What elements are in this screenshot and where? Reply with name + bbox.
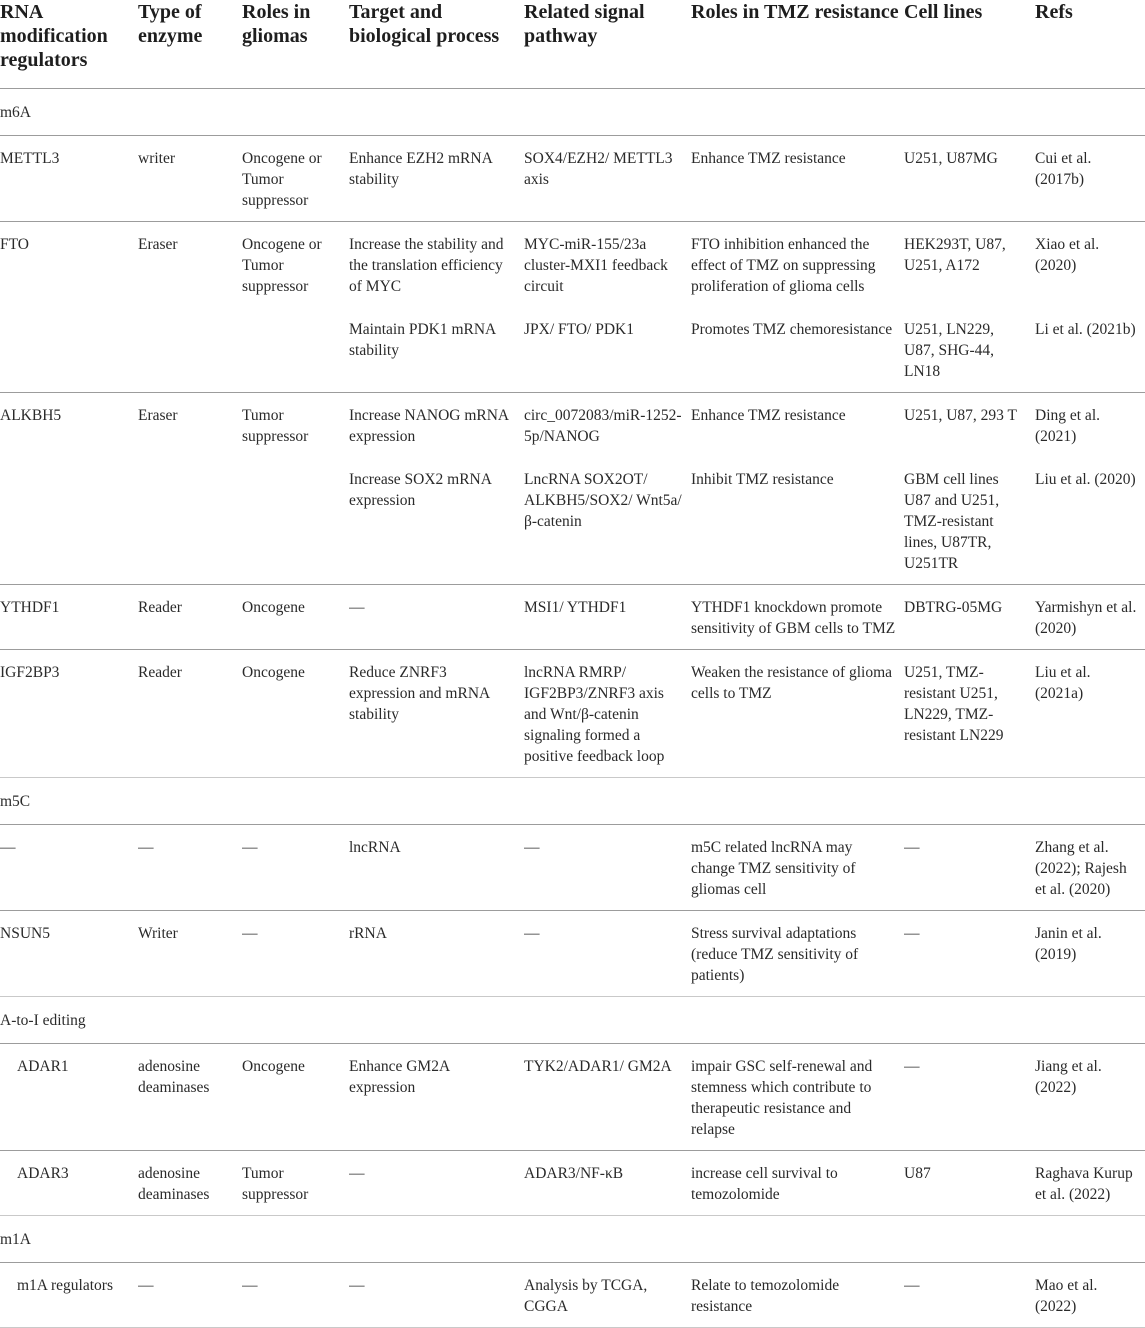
cell-tmz-role: m5C related lncRNA may change TMZ sensitivity of gliomas cell <box>691 825 904 911</box>
table-row <box>0 222 1145 308</box>
section-row <box>0 89 1145 136</box>
cell-tmz-role: YTHDF1 knockdown promote sensitivity of GBM cells to TMZ <box>691 585 904 650</box>
cell-enzyme-type: — <box>138 1263 242 1328</box>
cell-target-process: Increase the stability and the translation efficiency of MYC <box>349 236 504 295</box>
cell-tmz-role: Stress survival adaptations (reduce TMZ sensitivity of patients) <box>691 911 904 997</box>
cell-enzyme-type: Writer <box>138 911 242 997</box>
cell-regulator: FTO <box>0 236 30 253</box>
cell-regulator: ADAR3 <box>0 1151 138 1216</box>
table-row <box>0 650 1145 778</box>
cell-enzyme-type: adenosine deaminases <box>138 1151 242 1216</box>
cell-signal-pathway: ADAR3/NF-κB <box>524 1151 691 1216</box>
cell-ref: Liu et al. (2020) <box>1035 457 1145 585</box>
cell-role-in-gliomas <box>242 457 349 585</box>
cell-regulator <box>0 307 138 393</box>
header-enzyme-type: Type of enzyme <box>138 0 242 89</box>
cell-tmz-role: Inhibit TMZ resistance <box>691 457 904 585</box>
cell-ref: Ding et al. (2021) <box>1035 407 1100 445</box>
cell-ref: Raghava Kurup et al. (2022) <box>1035 1151 1145 1216</box>
cell-target-process: rRNA <box>349 911 524 997</box>
header-roles-in-gliomas: Roles in gliomas <box>242 0 349 89</box>
cell-tmz-role: increase cell survival to temozolomide <box>691 1151 904 1216</box>
cell-ref: Zhang et al. (2022); Rajesh et al. (2020) <box>1035 825 1145 911</box>
table-row <box>0 1044 1145 1151</box>
cell-regulator: IGF2BP3 <box>0 650 138 778</box>
cell-regulator: ADAR1 <box>0 1044 138 1151</box>
cell-target-process: Enhance EZH2 mRNA stability <box>349 136 524 222</box>
header-signal-pathway: Related signal pathway <box>524 0 691 89</box>
cell-cell-lines: DBTRG-05MG <box>904 585 1035 650</box>
table-body <box>0 89 1145 1328</box>
cell-cell-lines: — <box>904 911 1035 997</box>
table-row <box>0 307 1145 393</box>
cell-enzyme-type: writer <box>138 136 242 222</box>
table-row <box>0 825 1145 911</box>
cell-regulator <box>0 457 138 585</box>
cell-role-in-gliomas: — <box>242 825 349 911</box>
cell-role-in-gliomas: — <box>242 911 349 997</box>
header-regulators: RNA modification regulators <box>0 0 138 89</box>
header-target-process: Target and biological process <box>349 0 524 89</box>
cell-cell-lines: — <box>904 1044 1035 1151</box>
cell-cell-lines: HEK293T, U87, U251, A172 <box>904 236 1006 274</box>
table-row <box>0 136 1145 222</box>
cell-signal-pathway: Analysis by TCGA, CGGA <box>524 1263 691 1328</box>
cell-ref: Li et al. (2021b) <box>1035 307 1145 393</box>
cell-signal-pathway: MYC-miR-155/23a cluster-MXI1 feedback circuit <box>524 236 668 295</box>
cell-regulator: — <box>0 825 138 911</box>
cell-regulator: YTHDF1 <box>0 585 138 650</box>
cell-role-in-gliomas: Tumor suppressor <box>242 1151 349 1216</box>
cell-ref: Yarmishyn et al. (2020) <box>1035 585 1145 650</box>
table-header <box>0 0 1145 89</box>
table-row <box>0 1151 1145 1216</box>
header-tmz-roles: Roles in TMZ resistance <box>691 0 904 89</box>
cell-cell-lines: — <box>904 1263 1035 1328</box>
cell-tmz-role: impair GSC self-renewal and stemness which contribute to therapeutic resistance and relapse <box>691 1044 904 1151</box>
cell-cell-lines: U251, TMZ-resistant U251, LN229, TMZ-resistant LN229 <box>904 650 1035 778</box>
cell-role-in-gliomas <box>242 307 349 393</box>
cell-target-process: — <box>349 1151 524 1216</box>
cell-target-process: — <box>349 1263 524 1328</box>
cell-signal-pathway: MSI1/ YTHDF1 <box>524 585 691 650</box>
cell-role-in-gliomas: Oncogene <box>242 650 349 778</box>
table-row <box>0 1263 1145 1328</box>
table-row <box>0 393 1145 458</box>
cell-tmz-role: FTO inhibition enhanced the effect of TMZ on suppressing proliferation of glioma cells <box>691 236 876 295</box>
cell-role-in-gliomas: Tumor suppressor <box>242 407 309 445</box>
cell-cell-lines: U251, LN229, U87, SHG-44, LN18 <box>904 307 1035 393</box>
cell-tmz-role: Relate to temozolomide resistance <box>691 1263 904 1328</box>
cell-role-in-gliomas: Oncogene <box>242 585 349 650</box>
cell-cell-lines: U87 <box>904 1151 1035 1216</box>
cell-signal-pathway: — <box>524 825 691 911</box>
cell-role-in-gliomas: Oncogene or Tumor suppressor <box>242 136 349 222</box>
cell-role-in-gliomas: — <box>242 1263 349 1328</box>
cell-target-process: Enhance GM2A expression <box>349 1044 524 1151</box>
cell-target-process: lncRNA <box>349 825 524 911</box>
cell-target-process: — <box>349 585 524 650</box>
table-row <box>0 457 1145 585</box>
cell-cell-lines: GBM cell lines U87 and U251, TMZ-resistant lines, U87TR, U251TR <box>904 457 1035 585</box>
cell-enzyme-type: Eraser <box>138 407 178 424</box>
header-row <box>0 0 1145 89</box>
table-row <box>0 585 1145 650</box>
section-row <box>0 1216 1145 1263</box>
cell-enzyme-type <box>138 307 242 393</box>
cell-enzyme-type: Reader <box>138 585 242 650</box>
cell-regulator: METTL3 <box>0 136 138 222</box>
cell-signal-pathway: circ_0072083/miR-1252-5p/NANOG <box>524 407 682 445</box>
cell-regulator: ALKBH5 <box>0 407 62 424</box>
section-row <box>0 997 1145 1044</box>
cell-tmz-role: Enhance TMZ resistance <box>691 407 846 424</box>
cell-tmz-role: Enhance TMZ resistance <box>691 136 904 222</box>
cell-enzyme-type <box>138 457 242 585</box>
cell-enzyme-type: Eraser <box>138 236 178 253</box>
cell-signal-pathway: LncRNA SOX2OT/ ALKBH5/SOX2/ Wnt5a/β-catenin <box>524 457 691 585</box>
cell-signal-pathway: — <box>524 911 691 997</box>
header-refs: Refs <box>1035 0 1145 89</box>
section-label: m1A <box>0 1216 1145 1263</box>
cell-ref: Janin et al. (2019) <box>1035 911 1145 997</box>
cell-target-process: Increase NANOG mRNA expression <box>349 407 509 445</box>
cell-enzyme-type: adenosine deaminases <box>138 1044 242 1151</box>
section-label: A-to-I editing <box>0 997 1145 1044</box>
cell-signal-pathway: lncRNA RMRP/ IGF2BP3/ZNRF3 axis and Wnt/β-catenin signaling formed a positive feedback loop <box>524 650 691 778</box>
cell-ref: Xiao et al. (2020) <box>1035 236 1100 274</box>
cell-role-in-gliomas: Oncogene or Tumor suppressor <box>242 236 322 295</box>
section-row <box>0 778 1145 825</box>
header-cell-lines: Cell lines <box>904 0 1035 89</box>
cell-role-in-gliomas: Oncogene <box>242 1044 349 1151</box>
cell-target-process: Reduce ZNRF3 expression and mRNA stability <box>349 650 524 778</box>
cell-enzyme-type: — <box>138 825 242 911</box>
cell-cell-lines: U251, U87, 293 T <box>904 407 1017 424</box>
cell-ref: Liu et al. (2021a) <box>1035 650 1145 778</box>
cell-ref: Jiang et al. (2022) <box>1035 1044 1145 1151</box>
cell-signal-pathway: JPX/ FTO/ PDK1 <box>524 307 691 393</box>
cell-target-process: Increase SOX2 mRNA expression <box>349 457 524 585</box>
cell-signal-pathway: SOX4/EZH2/ METTL3 axis <box>524 136 691 222</box>
cell-enzyme-type: Reader <box>138 650 242 778</box>
cell-tmz-role: Weaken the resistance of glioma cells to TMZ <box>691 650 904 778</box>
cell-regulator: m1A regulators <box>0 1263 138 1328</box>
cell-signal-pathway: TYK2/ADAR1/ GM2A <box>524 1044 691 1151</box>
table-row <box>0 911 1145 997</box>
cell-ref: Mao et al. (2022) <box>1035 1263 1145 1328</box>
section-label: m5C <box>0 778 1145 825</box>
cell-target-process: Maintain PDK1 mRNA stability <box>349 307 524 393</box>
cell-tmz-role: Promotes TMZ chemoresistance <box>691 307 904 393</box>
cell-cell-lines: — <box>904 825 1035 911</box>
section-label: m6A <box>0 89 1145 136</box>
cell-ref: Cui et al. (2017b) <box>1035 136 1145 222</box>
cell-cell-lines: U251, U87MG <box>904 136 1035 222</box>
cell-regulator: NSUN5 <box>0 911 138 997</box>
